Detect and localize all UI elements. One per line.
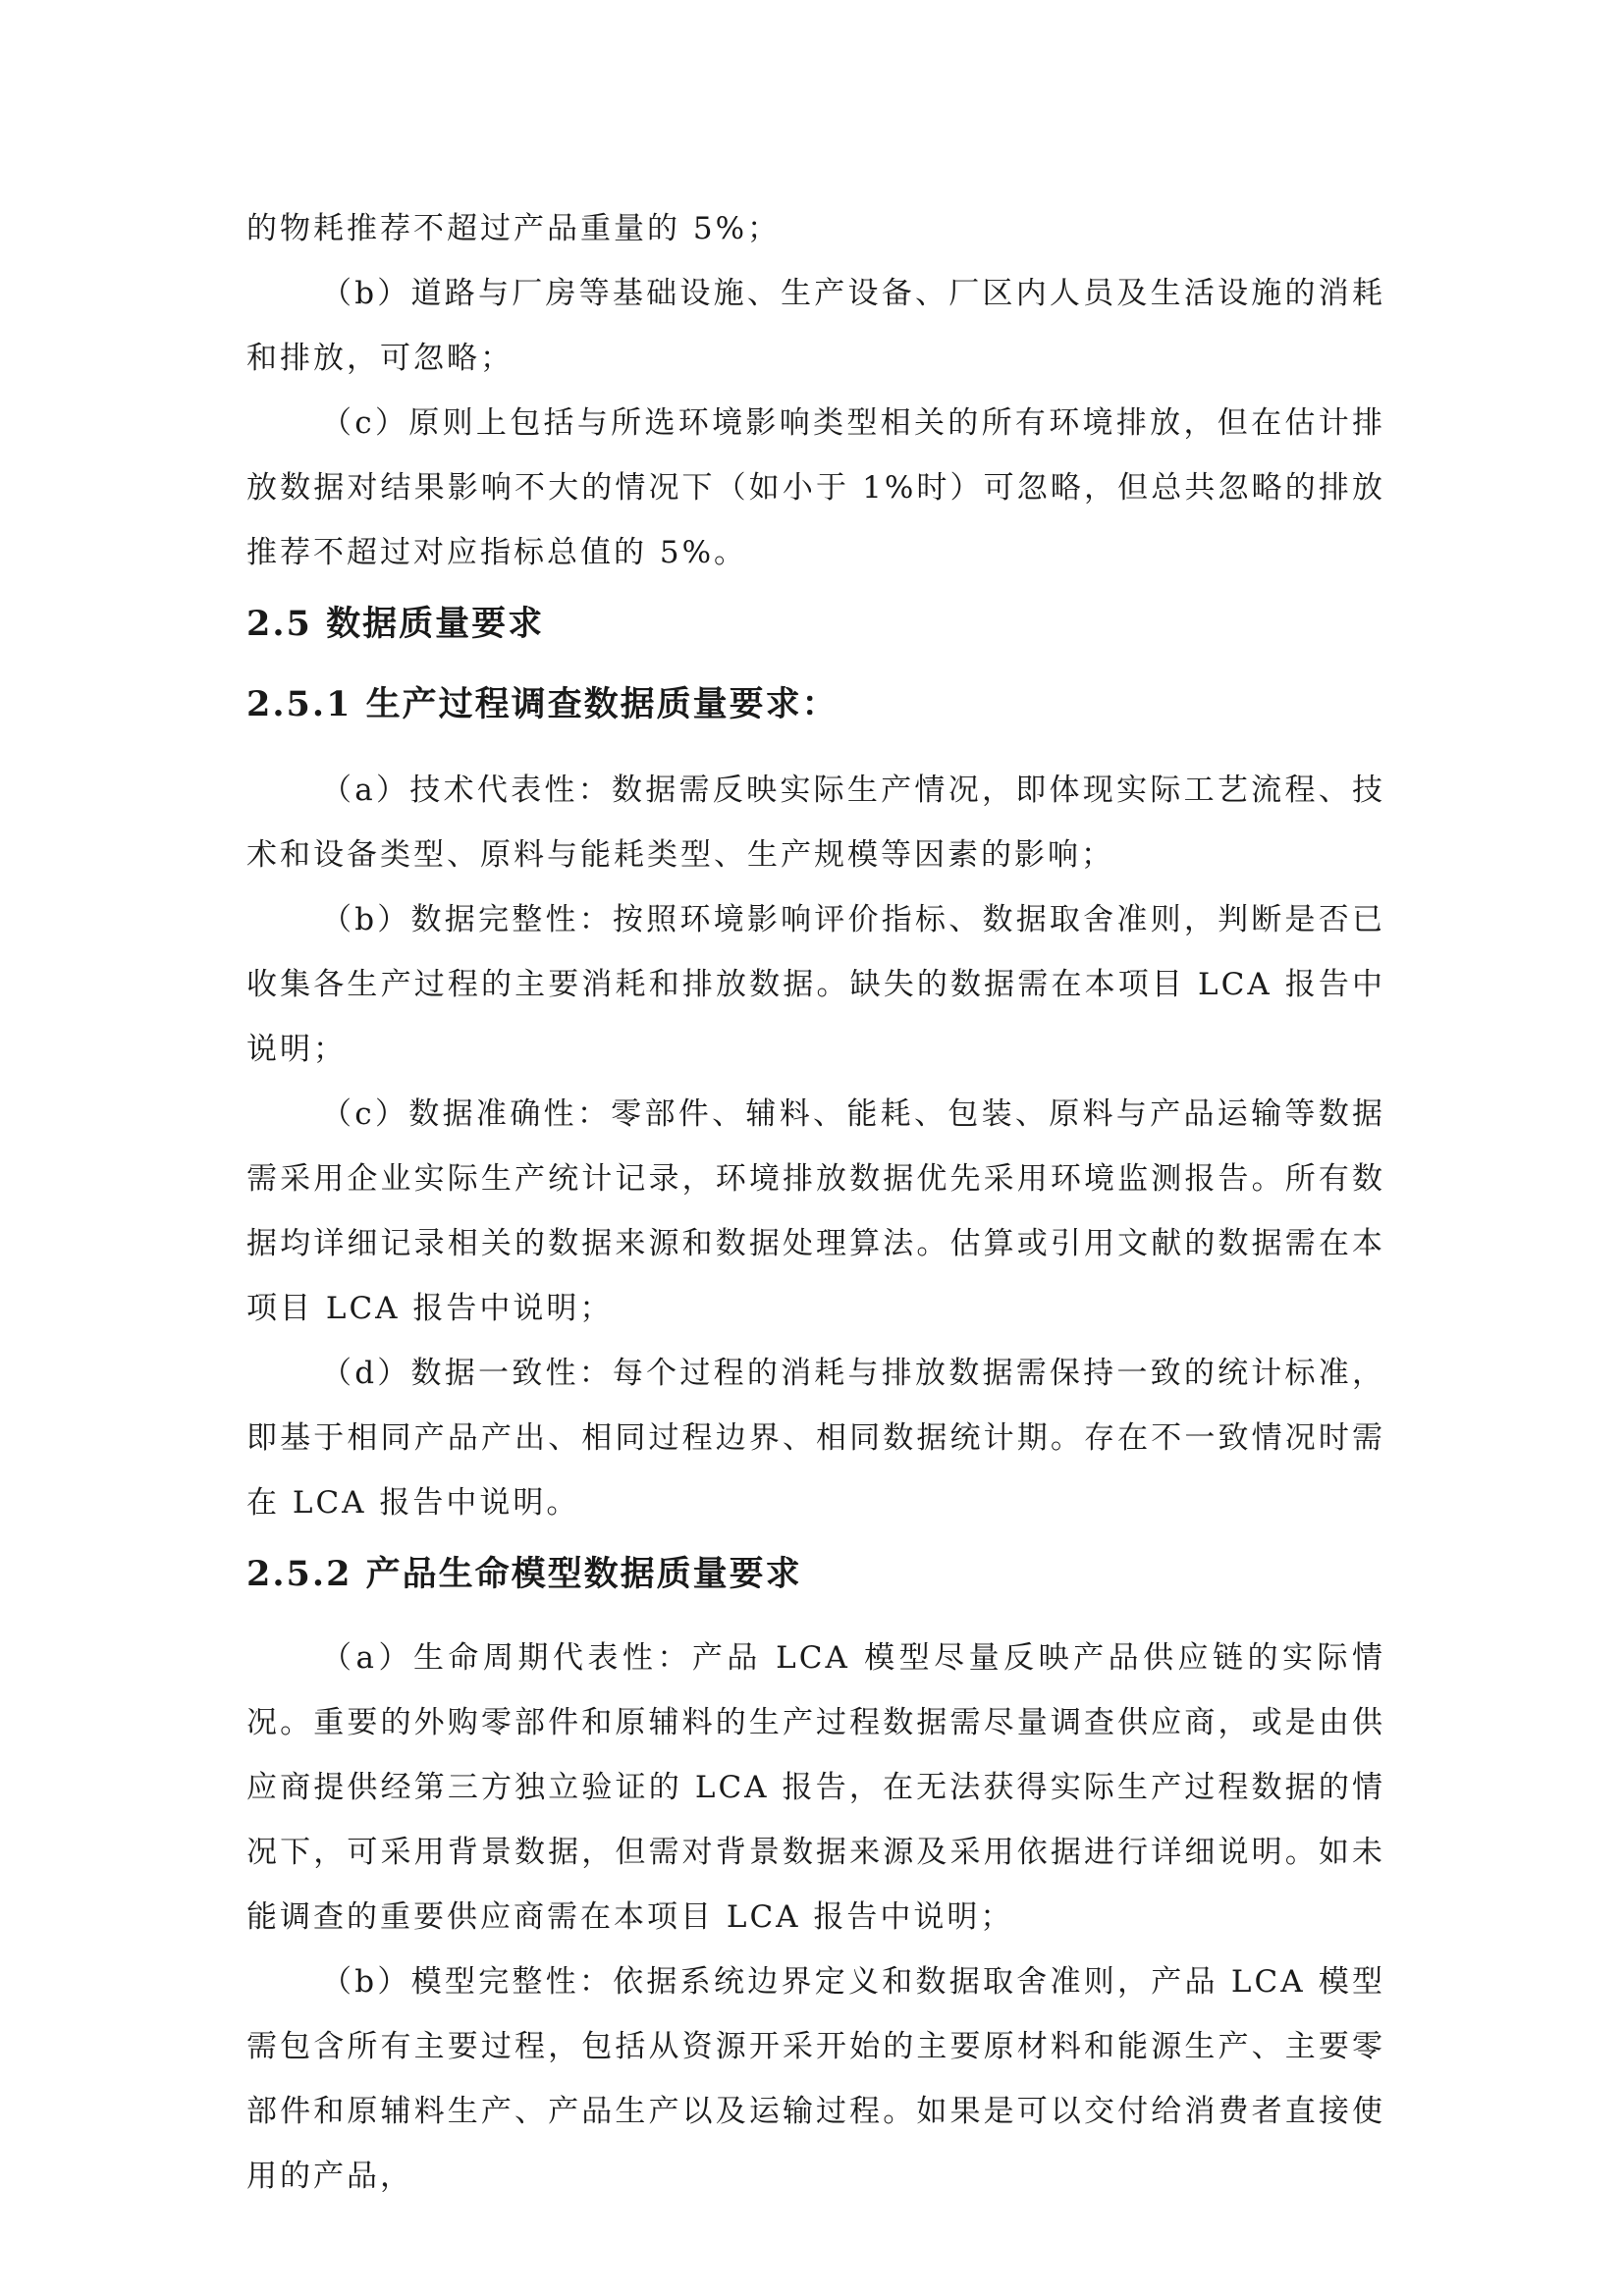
paragraph-2-5-1-b: （b）数据完整性：按照环境影响评价指标、数据取舍准则，判断是否已收集各生产过程的主要消耗和排放数据。缺失的数据需在本项目 LCA 报告中说明； bbox=[246, 902, 1385, 1067]
paragraph-2-5-1-c: （c）数据准确性：零部件、辅料、能耗、包装、原料与产品运输等数据需采用企业实际生产统计记录，环境排放数据优先采用环境监测报告。所有数据均详细记录相关的数据来源和数据处理算法。估算或引用文献的数据需在本项目 LCA 报告中说明； bbox=[246, 1096, 1385, 1326]
paragraph-2-5-2-b: （b）模型完整性：依据系统边界定义和数据取舍准则，产品 LCA 模型需包含所有主要过程，包括从资源开采开始的主要原材料和能源生产、主要零部件和原辅料生产、产品生产以及运输过程。如果是可以交付给消费者直接使用的产品， bbox=[246, 1964, 1385, 2194]
paragraph-intro-b: （b）道路与厂房等基础设施、生产设备、厂区内人员及生活设施的消耗和排放，可忽略； bbox=[246, 276, 1385, 376]
document-page bbox=[246, 196, 1385, 2209]
paragraph-intro-c: （c）原则上包括与所选环境影响类型相关的所有环境排放，但在估计排放数据对结果影响不大的情况下（如小于 1%时）可忽略，但总共忽略的排放推荐不超过对应指标总值的 5%。 bbox=[246, 405, 1385, 570]
paragraph-2-5-1-a: （a）技术代表性：数据需反映实际生产情况，即体现实际工艺流程、技术和设备类型、原料与能耗类型、生产规模等因素的影响； bbox=[246, 773, 1385, 873]
section-heading-2-5-2: 2.5.2 产品生命模型数据质量要求 bbox=[246, 1554, 802, 1594]
section-heading-2-5-1: 2.5.1 生产过程调查数据质量要求： bbox=[246, 684, 839, 724]
paragraph-2-5-2-a: （a）生命周期代表性：产品 LCA 模型尽量反映产品供应链的实际情况。重要的外购零部件和原辅料的生产过程数据需尽量调查供应商，或是由供应商提供经第三方独立验证的 LCA 报告，在无法获得实际生产过程数据的情况下，可采用背景数据，但需对背景数据来源及采用依据进行详细说明。如未能调查的重要供应商需在本项目 LCA 报告中说明； bbox=[246, 1640, 1385, 1935]
paragraph-intro-continuation: 的物耗推荐不超过产品重量的 5%； bbox=[246, 211, 782, 246]
paragraph-2-5-1-d: （d）数据一致性：每个过程的消耗与排放数据需保持一致的统计标准，即基于相同产品产出、相同过程边界、相同数据统计期。存在不一致情况时需在 LCA 报告中说明。 bbox=[246, 1356, 1385, 1521]
section-heading-2-5: 2.5 数据质量要求 bbox=[246, 604, 545, 644]
